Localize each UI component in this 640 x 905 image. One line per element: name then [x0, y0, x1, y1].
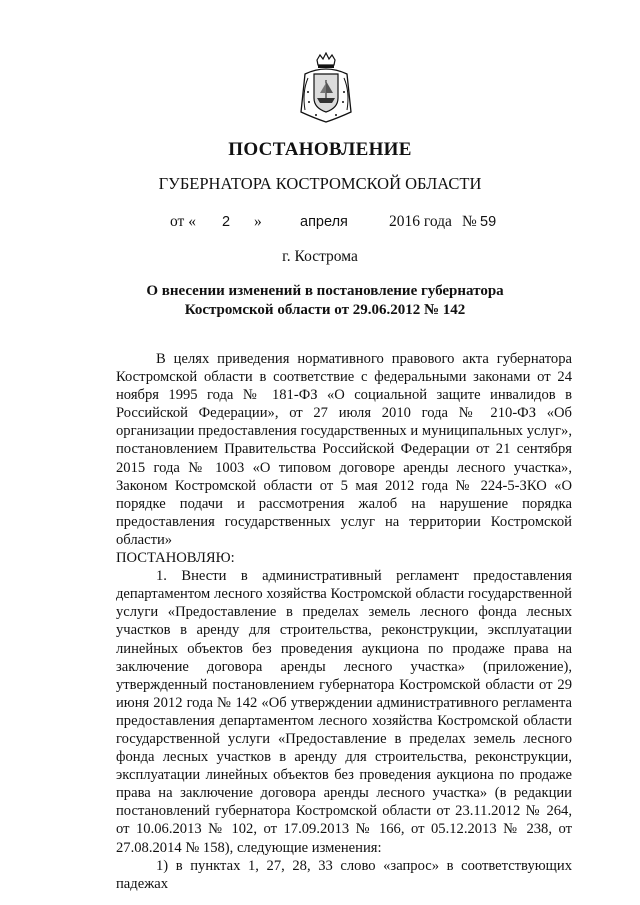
item-1-paragraph: 1. Внести в административный регламент предоставления департаментом лесного хозяйства Костромской области государственной услуги «Предоставление в пределах земель лесного фонда лесных участков в аренду для строительства, реконструкции, эксплуатации линейных объектов без проведения аукциона по продаже права на заключение договора аренды лесного участка» (приложение), утвержденный постановлением губернатора Костромской области от 29 июня 2012 года № 142 «Об утверждении административного регламента предоставления департаментом лесного хозяйства Костромской области государственной услуги «Предоставление в пределах земель лесного фонда лесных участков в аренду для строительства, реконструкции, эксплуатации линейных объектов без проведения аукциона по продаже права на заключение договора аренды лесного участка» (в редакции постановлений губернатора Костромской области от 23.11.2012 № 264, от 10.06.2013 № 102, от 17.09.2013 № 166, от 05.12.2013 № 238, от 27.08.2014 № 158), следующие изменения:	[116, 568, 572, 856]
coat-of-arms-emblem	[296, 52, 356, 126]
date-close-quote: »	[254, 213, 262, 230]
document-number: 59	[480, 214, 497, 230]
subitem-1-paragraph: 1) в пунктах 1, 27, 28, 33 слово «запрос» в соответствующих падежах	[116, 857, 572, 892]
date-year: 2016 года	[389, 213, 452, 230]
date-month: апреля	[300, 214, 348, 230]
preamble-paragraph: В целях приведения нормативного правового акта губернатора Костромской области в соответствие с федеральными законами от 24 ноября 1995 года № 181-ФЗ «О социальной защите инвалидов в Российской Федерации», от 27 июля 2010 года № 210-ФЗ «Об организации предоставления государственных и муниципальных услуг», постановлением Правительства Российской Федерации от 21 сентября 2015 года № 1003 «О типовом договоре аренды лесного участка», Законом Костромской области от 5 мая 2012 года № 224-5-ЗКО «О порядке подачи и рассмотрения жалоб на нарушение порядка предоставления государственных услуг на территории Костромской области»	[116, 351, 572, 548]
date-prefix: от «	[170, 213, 196, 230]
document-body	[116, 350, 572, 893]
document-title: ПОСТАНОВЛЕНИЕ	[228, 139, 412, 160]
document-heading	[0, 282, 640, 320]
heading-line-1: О внесении изменений в постановление губернатора	[146, 283, 504, 299]
decree-word: ПОСТАНОВЛЯЮ:	[116, 550, 235, 567]
city: г. Кострома	[282, 248, 358, 265]
date-day: 2	[222, 214, 231, 230]
document-issuer: ГУБЕРНАТОРА КОСТРОМСКОЙ ОБЛАСТИ	[158, 174, 482, 193]
number-sign: №	[462, 213, 477, 230]
heading-line-2: Костромской области от 29.06.2012 № 142	[184, 302, 466, 318]
